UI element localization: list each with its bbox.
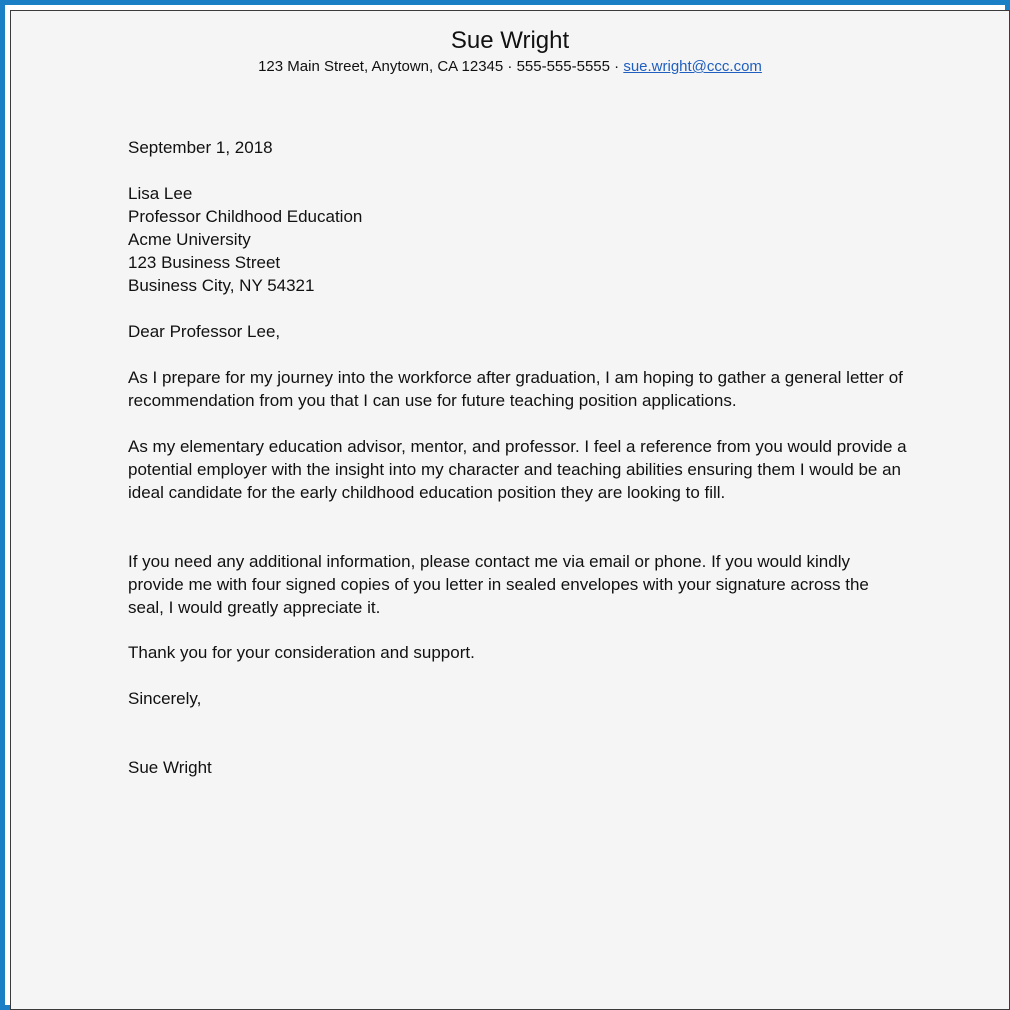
recipient-title: Professor Childhood Education bbox=[128, 207, 363, 226]
sender-address-phone: 123 Main Street, Anytown, CA 12345 · 555-555-5555 · bbox=[258, 58, 624, 75]
thank-you-line: Thank you for your consideration and support. bbox=[128, 643, 475, 662]
recipient-organization: Acme University bbox=[128, 230, 251, 249]
recipient-street: 123 Business Street bbox=[128, 253, 281, 272]
body-paragraph: If you need any additional information, please contact me via email or phone. If you would kindly provide me with four signed copies of you letter in sealed envelopes with your signature across the seal, I would greatly appreciate it. bbox=[128, 552, 869, 617]
signature-name: Sue Wright bbox=[128, 758, 212, 777]
closing: Sincerely, bbox=[128, 689, 202, 708]
letter-date: September 1, 2018 bbox=[128, 138, 273, 157]
body-paragraph: As I prepare for my journey into the workforce after graduation, I am hoping to gather a general letter of recommendation from you that I can use for future teaching position applications. bbox=[128, 368, 903, 410]
recipient-name: Lisa Lee bbox=[128, 184, 193, 203]
sender-email-link[interactable]: sue.wright@ccc.com bbox=[623, 58, 762, 75]
letter-page bbox=[10, 10, 1010, 1010]
sender-name: Sue Wright bbox=[450, 27, 570, 54]
recipient-block bbox=[128, 182, 908, 297]
body-paragraph: As my elementary education advisor, mentor, and professor. I feel a reference from you would provide a potential employer with the insight into my character and teaching abilities ensuring them I would be an ideal candidate for the early childhood education position they are looking to fill. bbox=[128, 437, 907, 502]
recipient-city-state-zip: Business City, NY 54321 bbox=[128, 276, 315, 295]
sender-contact-line bbox=[11, 57, 1009, 77]
salutation: Dear Professor Lee, bbox=[128, 322, 281, 341]
